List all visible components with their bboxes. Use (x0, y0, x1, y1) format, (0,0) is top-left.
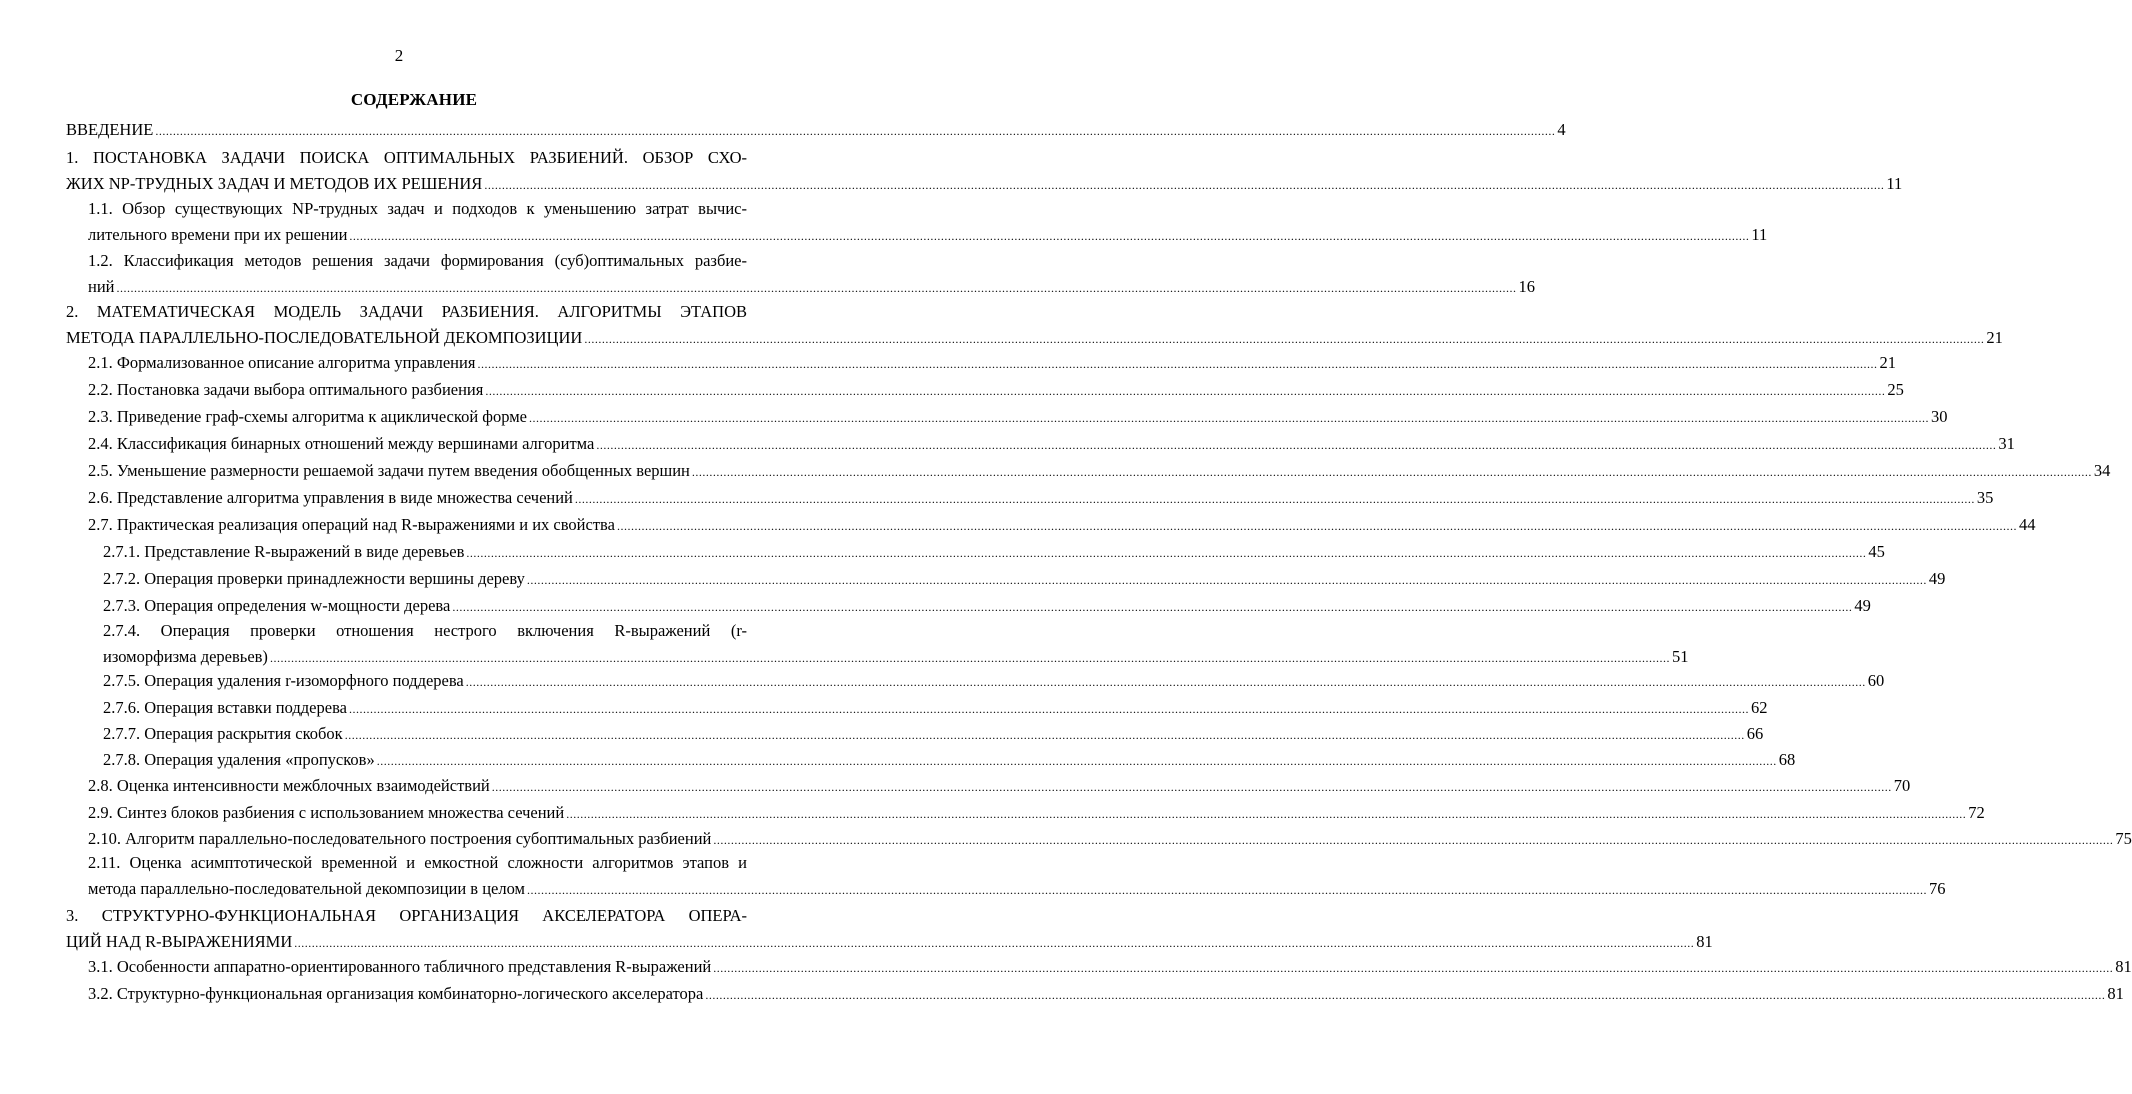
page-number: 2 (394, 46, 404, 65)
dot-leader: ................................................................................................................................................................................................................................................................................................................................................................................................................ (616, 519, 2017, 533)
toc-entry-title-line1: 2.11. Оценка асимптотической временной и емкостной сложности алгоритмов этапов и (88, 853, 747, 872)
dot-leader: ................................................................................................................................................................................................................................................................................................................................................................................................................ (294, 936, 1695, 950)
dot-leader: ................................................................................................................................................................................................................................................................................................................................................................................................................ (155, 124, 1556, 138)
toc-entry-page: 49 (1928, 569, 1946, 588)
toc-entry-page: 68 (1778, 750, 1796, 769)
toc-entry-page: 11 (1886, 174, 1903, 193)
dot-leader: ................................................................................................................................................................................................................................................................................................................................................................................................................ (705, 988, 2106, 1002)
toc-entry-title: ний (88, 277, 115, 296)
toc-entry-title: ЦИЙ НАД R-ВЫРАЖЕНИЯМИ (66, 932, 293, 951)
toc-entry-page: 21 (1879, 353, 1896, 372)
toc-heading: СОДЕРЖАНИЕ (350, 90, 478, 109)
toc-entry-title: 2.7. Практическая реализация операций над R-выражениями и их свойства (88, 515, 615, 534)
toc-entry[interactable] (103, 539, 1885, 565)
dot-leader: ................................................................................................................................................................................................................................................................................................................................................................................................................ (484, 178, 1885, 192)
toc-entry-page: 49 (1854, 596, 1871, 615)
dot-leader: ................................................................................................................................................................................................................................................................................................................................................................................................................ (349, 229, 1750, 243)
dot-leader: ................................................................................................................................................................................................................................................................................................................................................................................................................ (526, 573, 1927, 587)
toc-entry-page: 34 (2093, 461, 2111, 480)
toc-entry[interactable] (103, 721, 1764, 747)
dot-leader: ................................................................................................................................................................................................................................................................................................................................................................................................................ (465, 675, 1866, 689)
toc-entry-title: ВВЕДЕНИЕ (66, 120, 154, 139)
toc-entry-title: 2.5. Уменьшение размерности решаемой задачи путем введения обобщенных вершин (88, 461, 690, 480)
toc-entry[interactable] (88, 404, 1948, 430)
toc-entry-title: 2.3. Приведение граф-схемы алгоритма к ациклической форме (88, 407, 527, 426)
toc-entry-page: 66 (1746, 724, 1764, 743)
toc-entry-page: 35 (1976, 488, 1994, 507)
toc-entry[interactable] (103, 668, 1885, 694)
toc-entry-title-line1: 1.1. Обзор существующих NP-трудных задач и подходов к уменьшению затрат вычис- (88, 199, 747, 218)
toc-entry-title: 2.8. Оценка интенсивности межблочных взаимодействий (88, 776, 490, 795)
toc-entry[interactable] (103, 695, 1768, 721)
dot-leader: ................................................................................................................................................................................................................................................................................................................................................................................................................ (691, 465, 2092, 479)
dot-leader: ................................................................................................................................................................................................................................................................................................................................................................................................................ (491, 780, 1892, 794)
toc-entry-page: 21 (1986, 328, 2003, 347)
toc-entry-title-line1: 2.7.4. Операция проверки отношения нестрого включения R-выражений (r- (103, 621, 747, 640)
toc-entry[interactable] (66, 903, 1713, 955)
dot-leader: ................................................................................................................................................................................................................................................................................................................................................................................................................ (376, 754, 1777, 768)
toc-entry-title-line1: 3. СТРУКТУРНО-ФУНКЦИОНАЛЬНАЯ ОРГАНИЗАЦИЯ АКСЕЛЕРАТОРА ОПЕРА- (66, 906, 747, 925)
toc-entry-page: 70 (1893, 776, 1911, 795)
dot-leader: ................................................................................................................................................................................................................................................................................................................................................................................................................ (713, 833, 2114, 847)
toc-entry-title: 3.2. Структурно-функциональная организация комбинаторно-логического акселератора (88, 984, 704, 1003)
toc-entry-title-line1: 2. МАТЕМАТИЧЕСКАЯ МОДЕЛЬ ЗАДАЧИ РАЗБИЕНИЯ. АЛГОРИТМЫ ЭТАПОВ (66, 302, 747, 321)
dot-leader: ................................................................................................................................................................................................................................................................................................................................................................................................................ (269, 651, 1670, 665)
dot-leader: ................................................................................................................................................................................................................................................................................................................................................................................................................ (584, 332, 1985, 346)
toc-entry[interactable] (88, 431, 2015, 457)
toc-entry-title: МЕТОДА ПАРАЛЛЕЛЬНО-ПОСЛЕДОВАТЕЛЬНОЙ ДЕКОМПОЗИЦИИ (66, 328, 583, 347)
toc-entry-page: 30 (1930, 407, 1948, 426)
toc-entry-page: 72 (1968, 803, 1985, 822)
dot-leader: ................................................................................................................................................................................................................................................................................................................................................................................................................ (477, 357, 1878, 371)
toc-entry-title: 2.7.7. Операция раскрытия скобок (103, 724, 343, 743)
toc-entry-page: 31 (1998, 434, 2015, 453)
dot-leader: ................................................................................................................................................................................................................................................................................................................................................................................................................ (485, 384, 1886, 398)
toc-entry[interactable] (66, 117, 1566, 143)
toc-entry[interactable] (88, 485, 1994, 511)
toc-entry-title: лительного времени при их решении (88, 225, 348, 244)
toc-entry[interactable] (88, 826, 2132, 852)
dot-leader: ................................................................................................................................................................................................................................................................................................................................................................................................................ (713, 961, 2114, 975)
toc-entry[interactable] (66, 299, 2003, 351)
toc-entry-page: 81 (2115, 957, 2132, 976)
toc-entry-page: 60 (1867, 671, 1885, 690)
toc-entry[interactable] (88, 196, 1768, 248)
toc-entry-title: 2.7.2. Операция проверки принадлежности вершины дереву (103, 569, 525, 588)
toc-entry-title: 2.7.5. Операция удаления r-изоморфного поддерева (103, 671, 464, 690)
toc-entry-page: 76 (1928, 879, 1946, 898)
toc-entry-page: 62 (1750, 698, 1768, 717)
toc-entry-title: 2.2. Постановка задачи выбора оптимального разбиения (88, 380, 484, 399)
toc-entry-page: 25 (1887, 380, 1904, 399)
dot-leader: ................................................................................................................................................................................................................................................................................................................................................................................................................ (528, 411, 1929, 425)
toc-entry[interactable] (88, 458, 2111, 484)
toc-entry[interactable] (103, 747, 1796, 773)
dot-leader: ................................................................................................................................................................................................................................................................................................................................................................................................................ (566, 807, 1967, 821)
toc-entry-title: изоморфизма деревьев) (103, 647, 268, 666)
toc-entry[interactable] (88, 512, 2036, 538)
toc-entry-title: 2.7.6. Операция вставки поддерева (103, 698, 347, 717)
toc-entry-title: 2.7.8. Операция удаления «пропусков» (103, 750, 375, 769)
toc-entry-title: метода параллельно-последовательной декомпозиции в целом (88, 879, 525, 898)
dot-leader: ................................................................................................................................................................................................................................................................................................................................................................................................................ (344, 728, 1745, 742)
toc-entry-page: 81 (1696, 932, 1713, 951)
toc-entry[interactable] (88, 773, 1911, 799)
toc-entry-page: 16 (1518, 277, 1535, 296)
toc-entry[interactable] (66, 145, 1903, 197)
toc-entry-page: 75 (2115, 829, 2132, 848)
dot-leader: ................................................................................................................................................................................................................................................................................................................................................................................................................ (116, 281, 1517, 295)
toc-entry-title: ЖИХ NP-ТРУДНЫХ ЗАДАЧ И МЕТОДОВ ИХ РЕШЕНИЯ (66, 174, 483, 193)
toc-entry-title: 2.7.3. Операция определения w-мощности дерева (103, 596, 451, 615)
toc-entry-title-line1: 1.2. Классификация методов решения задачи формирования (суб)оптимальных разбие- (88, 251, 747, 270)
toc-entry-title-line1: 1. ПОСТАНОВКА ЗАДАЧИ ПОИСКА ОПТИМАЛЬНЫХ РАЗБИЕНИЙ. ОБЗОР СХО- (66, 148, 747, 167)
dot-leader: ................................................................................................................................................................................................................................................................................................................................................................................................................ (574, 492, 1975, 506)
toc-entry[interactable] (88, 850, 1946, 902)
toc-entry-title: 2.4. Классификация бинарных отношений между вершинами алгоритма (88, 434, 595, 453)
dot-leader: ................................................................................................................................................................................................................................................................................................................................................................................................................ (348, 702, 1749, 716)
toc-entry[interactable] (88, 981, 2124, 1007)
toc-entry[interactable] (88, 800, 1985, 826)
toc-entry[interactable] (88, 248, 1535, 300)
toc-entry-page: 11 (1751, 225, 1768, 244)
toc-entry-page: 51 (1671, 647, 1689, 666)
toc-entry[interactable] (103, 566, 1946, 592)
dot-leader: ................................................................................................................................................................................................................................................................................................................................................................................................................ (596, 438, 1997, 452)
dot-leader: ................................................................................................................................................................................................................................................................................................................................................................................................................ (466, 546, 1867, 560)
dot-leader: ................................................................................................................................................................................................................................................................................................................................................................................................................ (452, 600, 1853, 614)
toc-entry-page: 45 (1868, 542, 1885, 561)
toc-entry[interactable] (88, 377, 1904, 403)
toc-entry[interactable] (103, 618, 1689, 670)
toc-entry-page: 81 (2107, 984, 2124, 1003)
toc-entry[interactable] (88, 350, 1896, 376)
toc-entry[interactable] (88, 954, 2132, 980)
toc-entry-title: 2.6. Представление алгоритма управления в виде множества сечений (88, 488, 573, 507)
toc-entry-page: 44 (2018, 515, 2036, 534)
dot-leader: ................................................................................................................................................................................................................................................................................................................................................................................................................ (526, 883, 1927, 897)
toc-entry-page: 4 (1557, 120, 1566, 139)
toc-entry-title: 3.1. Особенности аппаратно-ориентированного табличного представления R-выражений (88, 957, 712, 976)
toc-entry-title: 2.1. Формализованное описание алгоритма управления (88, 353, 476, 372)
toc-entry[interactable] (103, 593, 1871, 619)
toc-entry-title: 2.9. Синтез блоков разбиения с использованием множества сечений (88, 803, 565, 822)
toc-entry-title: 2.7.1. Представление R-выражений в виде деревьев (103, 542, 465, 561)
toc-entry-title: 2.10. Алгоритм параллельно-последовательного построения субоптимальных разбиений (88, 829, 712, 848)
